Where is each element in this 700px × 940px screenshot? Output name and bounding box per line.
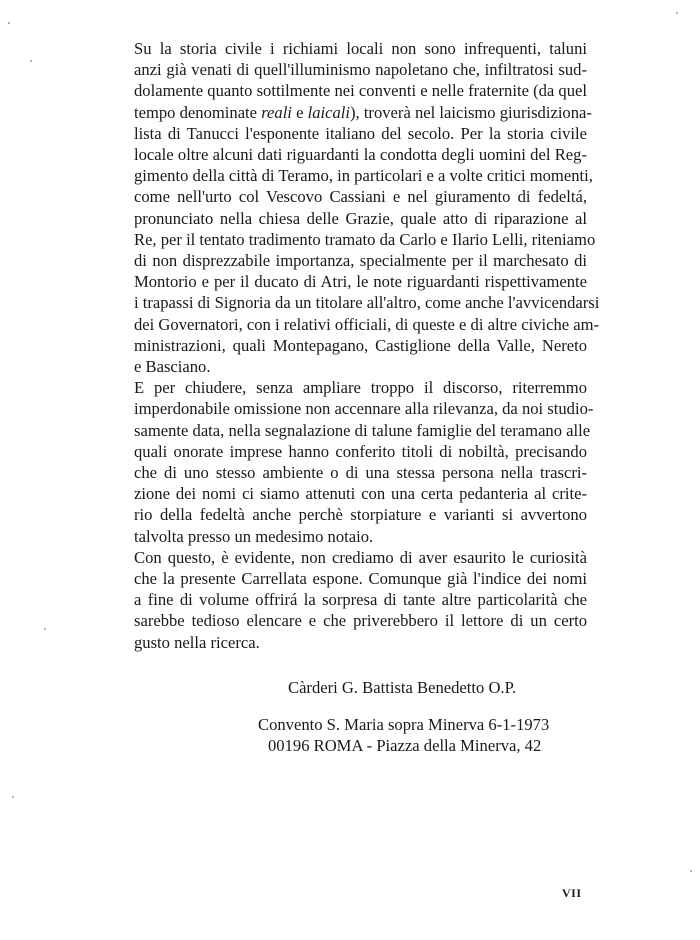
text-line: ministrazioni, quali Montepagano, Castiglione della Valle, Nereto bbox=[134, 335, 587, 355]
text-line: che la presente Carrellata espone. Comunque già l'indice dei nomi bbox=[134, 569, 587, 589]
text-line: che di uno stesso ambiente o di una stessa persona nella trascri- bbox=[134, 463, 587, 483]
text-line: Su la storia civile i richiami locali non sono infrequenti, taluni bbox=[134, 39, 587, 58]
text-line: rio della fedeltà anche perchè storpiature e varianti si avvertono bbox=[134, 505, 587, 525]
text-line: gimento della città di Teramo, in particolari e a volte critici momenti, bbox=[134, 166, 593, 186]
paragraph-1 bbox=[117, 38, 600, 377]
text-line: samente data, nella segnalazione di talune famiglie del teramano alle bbox=[134, 420, 591, 440]
italic-term: reali bbox=[261, 102, 292, 122]
signature-place-date: Convento S. Maria sopra Minerva 6-1-1973 bbox=[258, 715, 550, 734]
paragraph-3 bbox=[117, 547, 587, 653]
text-line: anzi già venati di quell'illuminismo napoletano che, infiltratosi sud- bbox=[134, 60, 587, 80]
text-line: e Basciano. bbox=[134, 357, 211, 377]
text-line: locale oltre alcuni dati riguardanti la condotta degli uomini del Reg- bbox=[134, 145, 587, 165]
text-line: quali onorate imprese hanno conferito titoli di nobiltà, precisando bbox=[134, 441, 587, 461]
text-line: pronunciato nella chiesa delle Grazie, quale atto di riparazione al bbox=[134, 208, 587, 228]
text-line: Re, per il tentato tradimento tramato da Carlo e Ilario Lelli, riteniamo bbox=[134, 229, 596, 249]
text-line: di non disprezzabile importanza, specialmente per il marchesato di bbox=[134, 251, 587, 271]
text-line: gusto nella ricerca. bbox=[134, 632, 260, 652]
text-line: E per chiudere, senza ampliare troppo il discorso, riterremmo bbox=[134, 378, 587, 398]
text-line: lista di Tanucci l'esponente italiano del secolo. Per la storia civile bbox=[134, 123, 587, 143]
text-line: sarebbe tedioso elencare e che priverebbero il lettore di un certo bbox=[134, 611, 587, 631]
text-line: talvolta presso un medesimo notaio. bbox=[134, 526, 374, 546]
page-number: VII bbox=[562, 886, 582, 900]
text-line: tempo denominate reali e laicali), troverà nel laicismo giurisdiziona- bbox=[134, 102, 592, 122]
text-line: Con questo, è evidente, non crediamo di aver esaurito le curiosità bbox=[134, 547, 587, 567]
text-line: come nell'urto col Vescovo Cassiani e nel giuramento di fedeltá, bbox=[134, 187, 587, 207]
text-line: imperdonabile omissione non accennare alla rilevanza, da noi studio- bbox=[134, 399, 594, 419]
italic-term: laicali bbox=[307, 102, 350, 122]
text-line: Montorio e per il ducato di Atri, le note riguardanti rispettivamente bbox=[134, 272, 587, 292]
text-line: a fine di volume offrirá la sorpresa di tante altre particolarità che bbox=[134, 590, 587, 610]
signature-name: Càrderi G. Battista Benedetto O.P. bbox=[288, 678, 517, 697]
body-text bbox=[117, 38, 600, 653]
text-line: i trapassi di Signoria da un titolare all'altro, come anche l'avvicendarsi bbox=[134, 293, 600, 313]
signature-address: 00196 ROMA - Piazza della Minerva, 42 bbox=[268, 736, 542, 755]
text-line: dolamente quanto sottilmente nei conventi e nelle fraternite (da quel bbox=[134, 81, 587, 101]
text-line: zione dei nomi ci siamo attenuti con una certa pedanteria al crite- bbox=[134, 484, 587, 504]
paragraph-2 bbox=[117, 377, 594, 547]
text-line: dei Governatori, con i relativi officiali, di queste e di altre civiche am- bbox=[134, 314, 600, 334]
